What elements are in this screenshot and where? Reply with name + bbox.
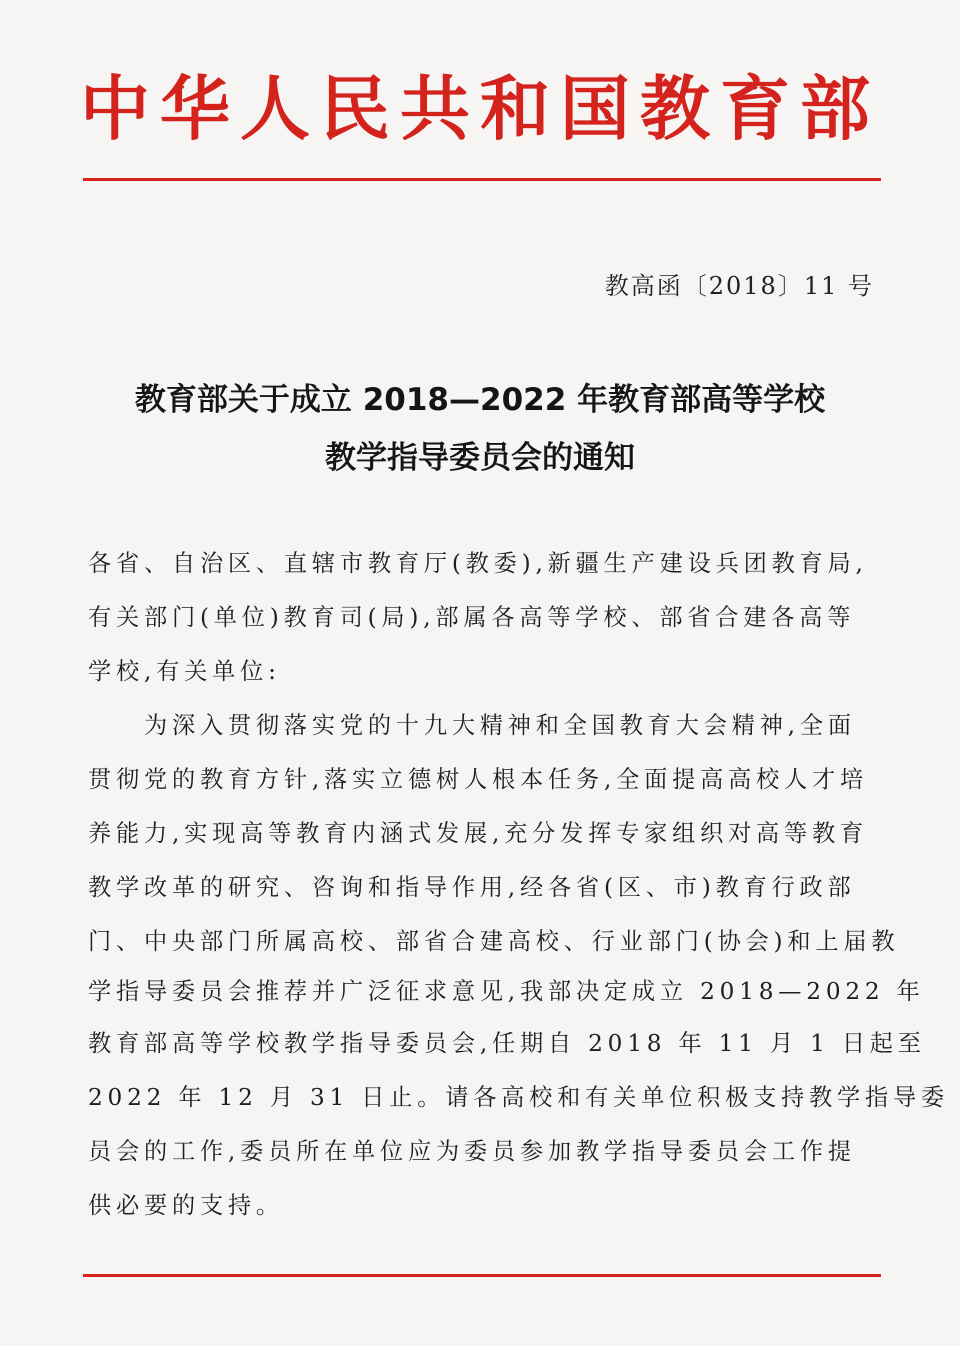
body-line-4: 为深入贯彻落实党的十九大精神和全国教育大会精神,全面: [88, 712, 856, 739]
body-line-2: 有关部门(单位)教育司(局),部属各高等学校、部省合建各高等: [88, 604, 856, 631]
notice-title-line-1: 教育部关于成立 2018—2022 年教育部高等学校: [134, 382, 826, 418]
body-line-3: 学校,有关单位:: [88, 658, 281, 685]
body-line-5: 贯彻党的教育方针,落实立德树人根本任务,全面提高高校人才培: [88, 766, 869, 793]
footer-red-rule: [83, 1274, 881, 1277]
document-number: 教高函〔2018〕11 号: [604, 272, 874, 300]
masthead-title: 中华人民共和国教育部: [80, 68, 880, 150]
body-line-9: 学指导委员会推荐并广泛征求意见,我部决定成立 2018—2022 年: [88, 978, 925, 1005]
body-line-6: 养能力,实现高等教育内涵式发展,充分发挥专家组织对高等教育: [88, 820, 869, 847]
body-line-8: 门、中央部门所属高校、部省合建高校、行业部门(协会)和上届教: [88, 928, 900, 955]
body-line-10: 教育部高等学校教学指导委员会,任期自 2018 年 11 月 1 日起至: [88, 1030, 926, 1057]
body-line-11: 2022 年 12 月 31 日止。请各高校和有关单位积极支持教学指导委: [88, 1084, 949, 1111]
header-red-rule: [83, 178, 881, 181]
body-line-13: 供必要的支持。: [88, 1192, 284, 1219]
body-line-7: 教学改革的研究、咨询和指导作用,经各省(区、市)教育行政部: [88, 874, 856, 901]
notice-title-line-2: 教学指导委员会的通知: [325, 440, 635, 476]
body-line-12: 员会的工作,委员所在单位应为委员参加教学指导委员会工作提: [88, 1138, 856, 1165]
body-line-1: 各省、自治区、直辖市教育厅(教委),新疆生产建设兵团教育局,: [88, 550, 868, 577]
